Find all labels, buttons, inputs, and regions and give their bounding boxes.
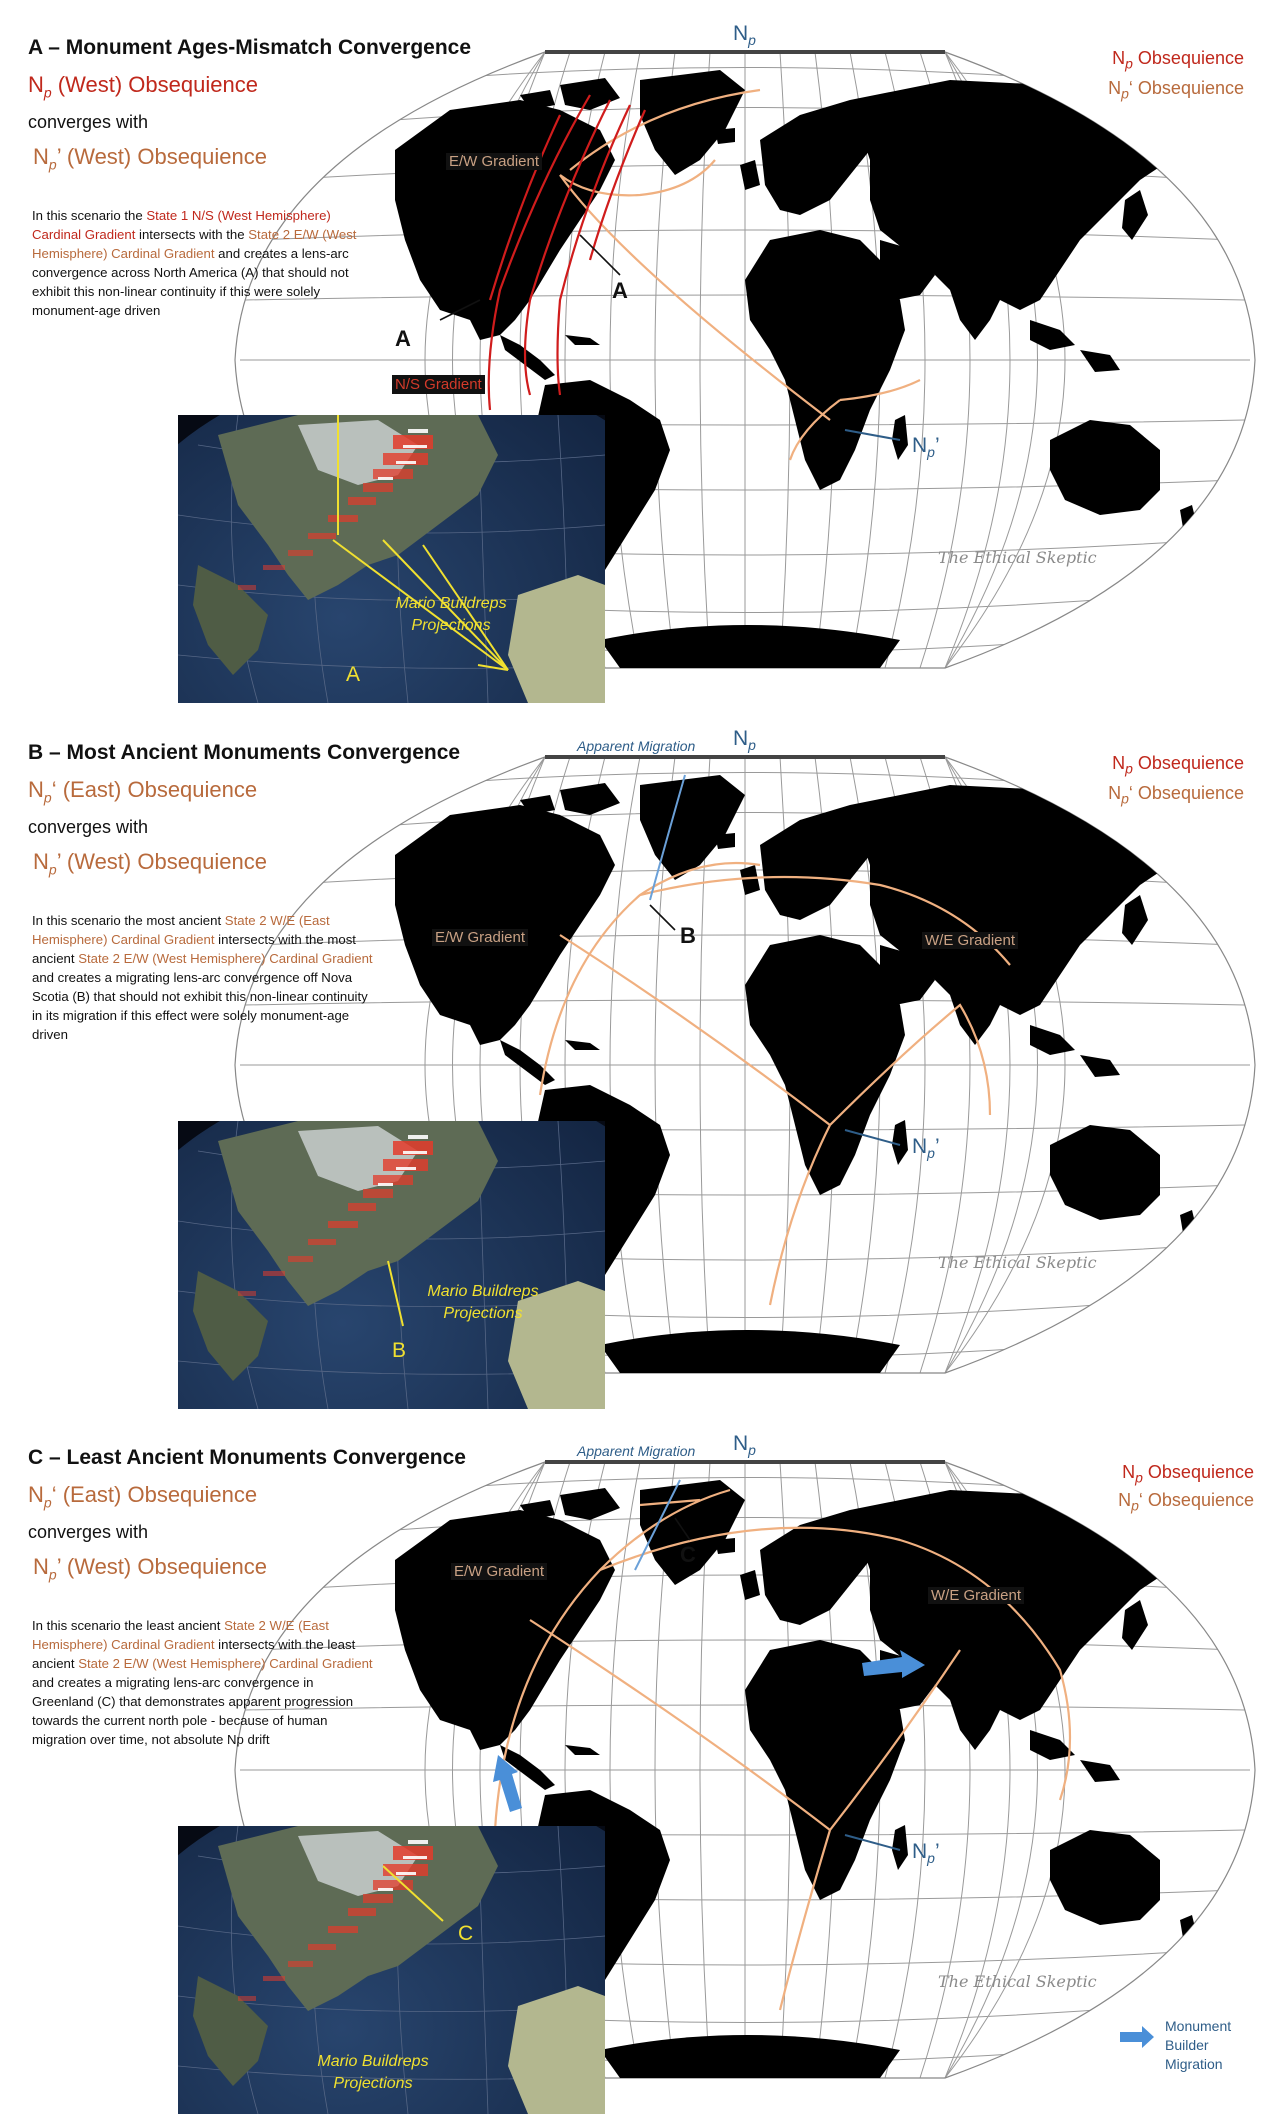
scenario-description: In this scenario the least ancient State 2 W/E (East Hemisphere) Cardinal Gradient intersects with the least ancient State 2 E/W (West Hemisphere) Cardinal Gradient and creates a migrating lens-arc convergence in Greenland (C) that demonstrates apparent progression towards the current north pole - because of human migration over time, not absolute Np drift: [32, 1618, 373, 1747]
panel-c: [0, 1410, 1280, 2112]
watermark: The Ethical Skeptic: [938, 1253, 1097, 1272]
legend-np-prime: $N_p‘$ Obsequience: [1108, 78, 1244, 102]
legend-np-prime: $N_p‘$ Obsequience: [1108, 783, 1244, 807]
panel-title: B – Most Ancient Monuments Convergence: [28, 741, 461, 764]
convergence-letter: A: [612, 278, 628, 303]
ew-gradient-label: E/W Gradient: [451, 1563, 547, 1580]
np-prime-label: $N_p$’: [912, 1840, 940, 1867]
panel-b: [0, 705, 1280, 1407]
secondary-obsequience: $N_p$’ (West) Obsequience: [33, 144, 267, 173]
panel-title: C – Least Ancient Monuments Convergence: [28, 1446, 466, 1469]
convergence-letter: A: [395, 326, 411, 351]
inset-letter: A: [346, 663, 361, 686]
secondary-obsequience: $N_p$’ (West) Obsequience: [33, 849, 267, 878]
we-gradient-label: W/E Gradient: [922, 932, 1018, 949]
convergence-letter: C: [680, 1542, 696, 1567]
inset-caption: Mario Buildreps Projections: [317, 2053, 429, 2092]
legend-np: $N_p$ Obsequience: [1112, 48, 1244, 72]
inset-letter: B: [392, 1339, 407, 1362]
inset-letter: C: [458, 1922, 474, 1945]
north-pole-label: $N_p$: [733, 22, 756, 49]
ew-gradient-label: E/W Gradient: [432, 929, 528, 946]
ew-gradient-label: E/W Gradient: [446, 153, 542, 170]
legend-np: $N_p$ Obsequience: [1112, 753, 1244, 777]
watermark: The Ethical Skeptic: [938, 1972, 1097, 1991]
apparent-migration-label: Apparent Migration: [577, 738, 696, 754]
np-prime-label: $N_p$’: [912, 1135, 940, 1162]
migration-legend-label: Monument Builder Migration: [1165, 2018, 1232, 2072]
we-gradient-label: W/E Gradient: [928, 1587, 1024, 1604]
globe-inset: [178, 415, 605, 703]
north-pole-label: $N_p$: [733, 1432, 756, 1459]
apparent-migration-label: Apparent Migration: [577, 1443, 696, 1459]
inset-caption: Mario Buildreps Projections: [395, 595, 507, 634]
panel-title: A – Monument Ages-Mismatch Convergence: [28, 36, 472, 59]
legend-np: $N_p$ Obsequience: [1122, 1462, 1254, 1486]
globe-inset: [178, 1121, 605, 1409]
converges-with: converges with: [28, 112, 149, 132]
migration-legend-arrow: [1120, 2024, 1156, 2050]
scenario-description: In this scenario the State 1 N/S (West Hemisphere) Cardinal Gradient intersects with the State 2 E/W (West Hemisphere) Cardinal Gradient and creates a lens-arc convergence across North America (A) that should not exhibit this non-linear continuity if this were solely monument-age driven: [32, 208, 357, 318]
legend-np-prime: $N_p‘$ Obsequience: [1118, 1490, 1254, 1514]
converges-with: converges with: [28, 1522, 149, 1542]
globe-inset: [178, 1826, 605, 2114]
convergence-letter: B: [680, 923, 696, 948]
primary-obsequience: $N_p‘$ (East) Obsequience: [28, 777, 258, 806]
converges-with: converges with: [28, 817, 149, 837]
inset-caption: Mario Buildreps Projections: [427, 1283, 539, 1322]
secondary-obsequience: $N_p$’ (West) Obsequience: [33, 1554, 267, 1583]
ns-gradient-label: N/S Gradient: [392, 375, 485, 394]
scenario-description: In this scenario the most ancient State 2 W/E (East Hemisphere) Cardinal Gradient intersects with the most ancient State 2 E/W (West Hemisphere) Cardinal Gradient and creates a migrating lens-arc convergence off Nova Scotia (B) that should not exhibit this non-linear continuity in its migration if this effect were solely monument-age driven: [32, 913, 373, 1042]
north-pole-label: $N_p$: [733, 727, 756, 754]
primary-obsequience: $N_p‘$ (East) Obsequience: [28, 1482, 258, 1511]
watermark: The Ethical Skeptic: [938, 548, 1097, 567]
panel-a: [0, 0, 1280, 702]
np-prime-label: $N_p$’: [912, 434, 940, 461]
primary-obsequience: $N_p$ (West) Obsequience: [28, 72, 258, 101]
